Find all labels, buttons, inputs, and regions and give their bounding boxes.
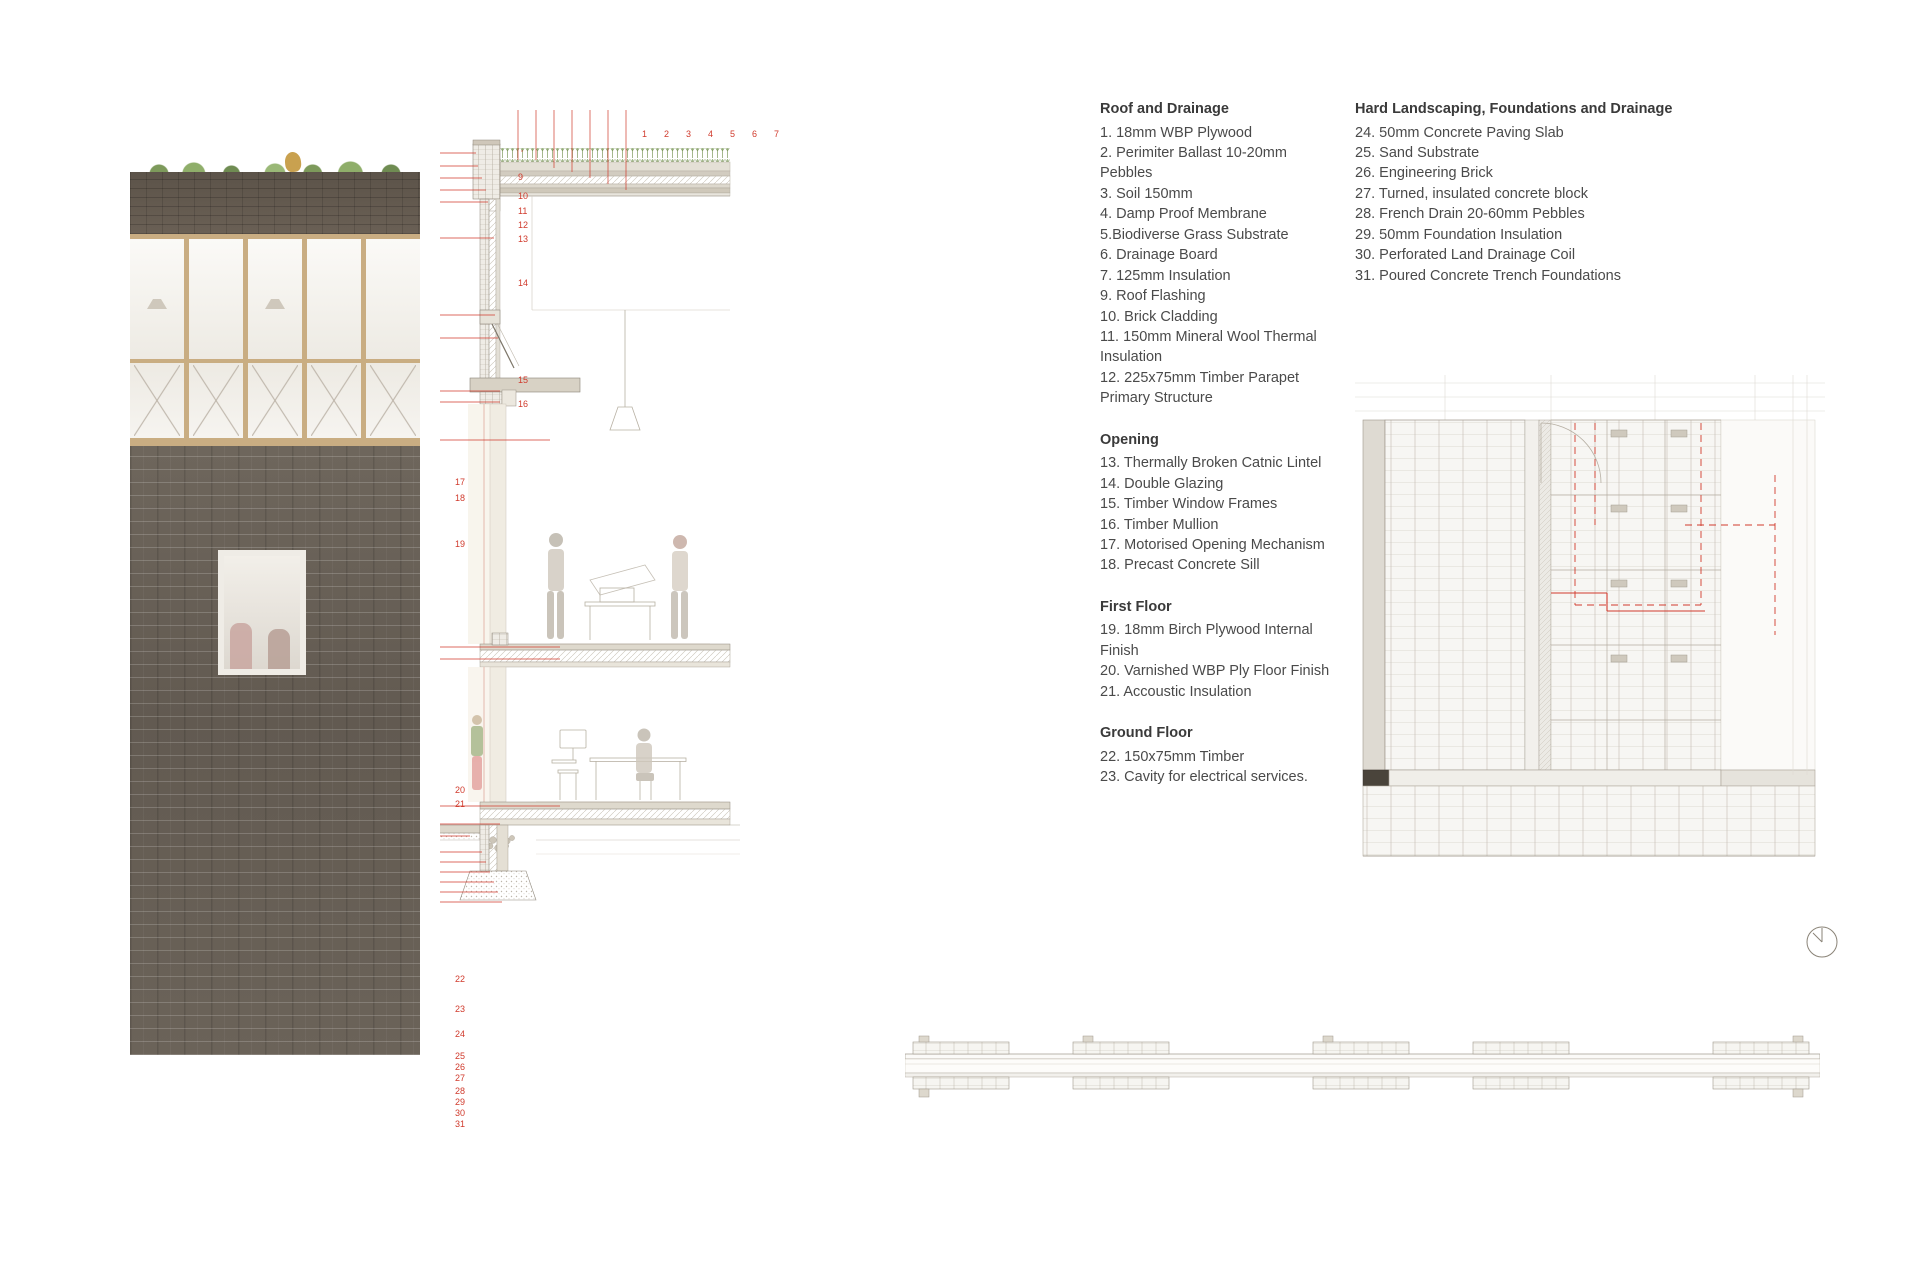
legend-groups xyxy=(1100,100,1330,810)
legend-item: 26. Engineering Brick xyxy=(1355,165,1493,182)
legend-group-title: Hard Landscaping, Foundations and Drainage xyxy=(1355,101,1673,117)
legend-item: 21. Accoustic Insulation xyxy=(1100,683,1252,700)
legend-item: 10. Brick Cladding xyxy=(1100,308,1218,325)
legend-item: 5.Biodiverse Grass Substrate xyxy=(1100,226,1289,243)
callout-number-6: 6 xyxy=(752,129,758,139)
technical-section-drawing xyxy=(440,110,890,1160)
legend-item: 20. Varnished WBP Ply Floor Finish xyxy=(1100,663,1330,680)
callout-number-31: 31 xyxy=(455,1119,466,1129)
callout-number-16: 16 xyxy=(518,399,529,409)
legend-item: 19. 18mm Birch Plywood Internal Finish xyxy=(1100,622,1313,659)
glazing-bay xyxy=(189,239,248,438)
legend-group-ground-floor xyxy=(1100,724,1330,787)
callout-number-20: 20 xyxy=(455,785,466,795)
legend-group-roof-and-drainage xyxy=(1100,100,1330,409)
plan-insulation-strip xyxy=(1363,420,1385,770)
callout-number-1: 1 xyxy=(642,129,648,139)
callout-number-9: 9 xyxy=(518,172,524,182)
legend-item: 29. 50mm Foundation Insulation xyxy=(1355,226,1563,243)
callout-number-28: 28 xyxy=(455,1086,466,1096)
callout-number-21: 21 xyxy=(455,799,466,809)
legend-item: 9. Roof Flashing xyxy=(1100,288,1206,305)
person-silhouette xyxy=(268,629,290,669)
callout-number-18: 18 xyxy=(455,493,466,503)
building-elevation-render xyxy=(130,150,420,1055)
legend-item: 17. Motorised Opening Mechanism xyxy=(1100,537,1325,553)
legend-item: 24. 50mm Concrete Paving Slab xyxy=(1355,124,1564,141)
legend-item: 7. 125mm Insulation xyxy=(1100,267,1231,284)
callout-number-26: 26 xyxy=(455,1062,466,1072)
legend-group-first-floor xyxy=(1100,598,1330,702)
legend-group-title: Opening xyxy=(1100,431,1159,448)
legend-item: 30. Perforated Land Drainage Coil xyxy=(1355,247,1576,264)
callout-number-11: 11 xyxy=(518,206,528,216)
callout-number-5: 5 xyxy=(730,129,736,139)
callout-number-25: 25 xyxy=(455,1051,466,1061)
callout-number-14: 14 xyxy=(518,278,529,288)
callout-number-29: 29 xyxy=(455,1097,466,1107)
legend-item: 15. Timber Window Frames xyxy=(1100,496,1278,513)
legend-column-right xyxy=(1355,100,1775,308)
legend-item: 31. Poured Concrete Trench Foundations xyxy=(1355,267,1621,284)
roof-plan-linework xyxy=(905,1030,1820,1105)
callout-number-15: 15 xyxy=(518,375,529,385)
person-silhouette xyxy=(230,623,252,669)
roof-vegetation xyxy=(130,150,420,174)
legend-item: 6. Drainage Board xyxy=(1100,247,1218,264)
legend-item: 18. Precast Concrete Sill xyxy=(1100,557,1260,574)
callout-number-12: 12 xyxy=(518,220,529,230)
callout-number-27: 27 xyxy=(455,1073,466,1083)
callout-number-22: 22 xyxy=(455,974,466,984)
plan-detail-drawing xyxy=(1355,375,1825,920)
plan-linework xyxy=(1355,375,1825,920)
legend-item: 23. Cavity for electrical services. xyxy=(1100,769,1308,786)
legend-group-opening xyxy=(1100,431,1330,576)
legend-item: 11. 150mm Mineral Wool Thermal Insulation xyxy=(1100,328,1317,366)
legend-group-hard-landscaping xyxy=(1355,100,1775,286)
legend-item: 28. French Drain 20-60mm Pebbles xyxy=(1355,206,1585,223)
north-point-icon xyxy=(1805,925,1839,959)
glazing-bay xyxy=(248,239,307,438)
callout-number-3: 3 xyxy=(686,129,692,139)
glazing-bay xyxy=(307,239,366,438)
brick-facade xyxy=(130,446,420,1055)
callout-number-4: 4 xyxy=(708,129,714,139)
legend-item: 22. 150x75mm Timber xyxy=(1100,748,1245,765)
legend-item: 3. Soil 150mm xyxy=(1100,185,1193,202)
callout-number-23: 23 xyxy=(455,1004,466,1014)
callout-number-30: 30 xyxy=(455,1108,466,1118)
legend-item: 27. Turned, insulated concrete block xyxy=(1355,185,1588,202)
callout-number-19: 19 xyxy=(455,539,466,549)
legend-item: 12. 225x75mm Timber Parapet Primary Structure xyxy=(1100,369,1300,407)
ground-floor-window xyxy=(218,550,306,675)
legend-group-title: Roof and Drainage xyxy=(1100,101,1229,117)
callout-number-10: 10 xyxy=(518,191,529,201)
callout-number-17: 17 xyxy=(455,477,466,487)
legend-item: 16. Timber Mullion xyxy=(1100,516,1219,533)
legend-group-title: Ground Floor xyxy=(1100,725,1193,742)
legend-item: 4. Damp Proof Membrane xyxy=(1100,206,1267,223)
legend-item: 25. Sand Substrate xyxy=(1355,145,1480,161)
callout-number-7: 7 xyxy=(774,129,780,139)
glazing-bay xyxy=(130,239,189,438)
glazing-bay xyxy=(366,239,420,438)
roof-plan-strip-drawing xyxy=(905,1030,1820,1105)
legend-item: 2. Perimiter Ballast 10-20mm Pebbles xyxy=(1100,145,1287,182)
section-linework xyxy=(440,110,890,1160)
callout-number-24: 24 xyxy=(455,1029,466,1039)
pendant-lamp-icon xyxy=(147,299,167,309)
pendant-lamp-icon xyxy=(265,299,285,309)
upper-glazing-band xyxy=(130,234,420,446)
legend-item: 13. Thermally Broken Catnic Lintel xyxy=(1100,455,1322,472)
legend-group-title: First Floor xyxy=(1100,598,1172,615)
callout-number-2: 2 xyxy=(664,129,670,139)
plan-brick-wall xyxy=(1385,420,1525,770)
brick-parapet-band xyxy=(130,172,420,234)
legend-item: 14. Double Glazing xyxy=(1100,475,1224,492)
legend-item: 1. 18mm WBP Plywood xyxy=(1100,124,1253,141)
callout-number-13: 13 xyxy=(518,234,529,244)
